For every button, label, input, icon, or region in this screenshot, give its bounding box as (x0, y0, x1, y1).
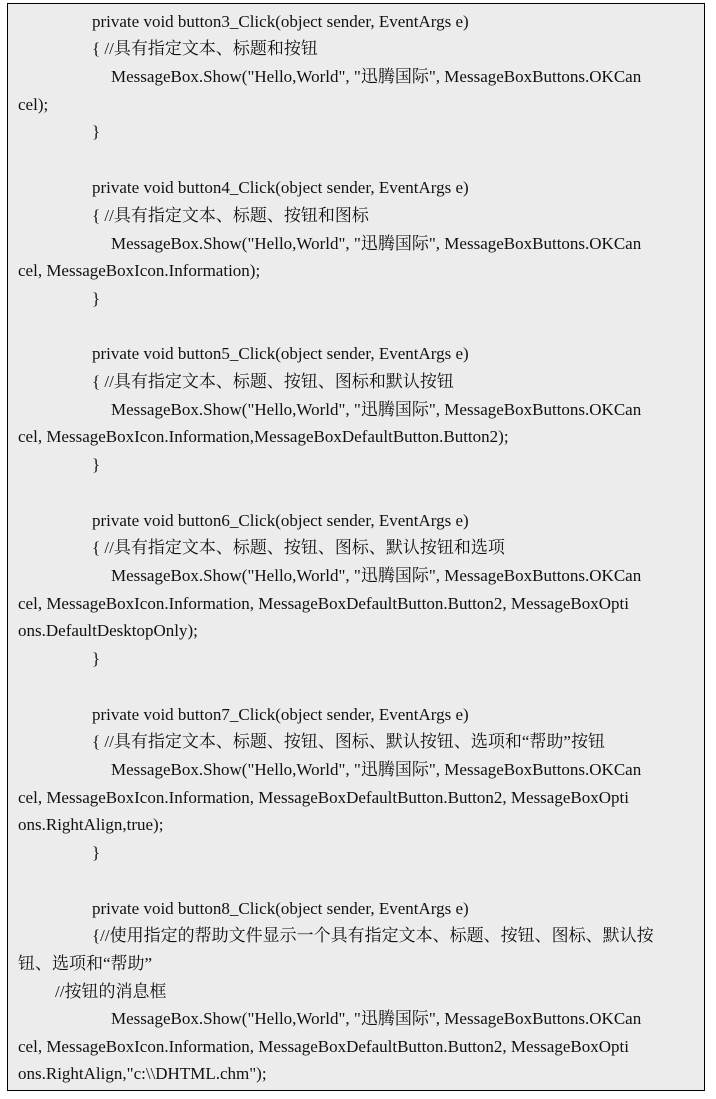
code-line: MessageBox.Show("Hello,World", "迅腾国际", MessageBoxButtons.OKCan (111, 400, 642, 419)
code-line: ons.DefaultDesktopOnly); (18, 621, 198, 640)
code-line: MessageBox.Show("Hello,World", "迅腾国际", MessageBoxButtons.OKCan (111, 760, 642, 779)
code-line: MessageBox.Show("Hello,World", "迅腾国际", MessageBoxButtons.OKCan (111, 1009, 642, 1028)
code-line: cel, MessageBoxIcon.Information,MessageBoxDefaultButton.Button2); (18, 427, 509, 446)
code-line: { //具有指定文本、标题、按钮、图标、默认按钮、选项和“帮助”按钮 (92, 732, 605, 751)
code-line: cel, MessageBoxIcon.Information, MessageBoxDefaultButton.Button2, MessageBoxOpti (18, 1037, 629, 1056)
code-line: private void button3_Click(object sender, EventArgs e) (92, 12, 469, 31)
code-line: {//使用指定的帮助文件显示一个具有指定文本、标题、按钮、图标、默认按 (92, 926, 654, 945)
code-line: MessageBox.Show("Hello,World", "迅腾国际", MessageBoxButtons.OKCan (111, 566, 642, 585)
code-line: ons.RightAlign,"c:\\DHTML.chm"); (18, 1064, 267, 1083)
code-line: cel, MessageBoxIcon.Information); (18, 261, 261, 280)
code-line: cel, MessageBoxIcon.Information, MessageBoxDefaultButton.Button2, MessageBoxOpti (18, 788, 629, 807)
code-line: } (92, 455, 101, 474)
code-line: } (92, 649, 101, 668)
code-line: cel); (18, 95, 49, 114)
code-line: } (92, 843, 101, 862)
code-line: ons.RightAlign,true); (18, 815, 164, 834)
code-line: private void button8_Click(object sender, EventArgs e) (92, 899, 469, 918)
code-line: { //具有指定文本、标题、按钮、图标和默认按钮 (92, 372, 454, 391)
code-line: cel, MessageBoxIcon.Information, MessageBoxDefaultButton.Button2, MessageBoxOpti (18, 594, 629, 613)
code-line: { //具有指定文本、标题、按钮、图标、默认按钮和选项 (92, 538, 505, 557)
code-line: private void button6_Click(object sender, EventArgs e) (92, 511, 469, 530)
code-line: //按钮的消息框 (55, 982, 167, 1001)
code-line: { //具有指定文本、标题、按钮和图标 (92, 206, 369, 225)
code-line: private void button7_Click(object sender, EventArgs e) (92, 705, 469, 724)
code-line: private void button5_Click(object sender, EventArgs e) (92, 344, 469, 363)
code-line: private void button4_Click(object sender, EventArgs e) (92, 178, 469, 197)
code-line: } (92, 122, 101, 141)
code-line: { //具有指定文本、标题和按钮 (92, 39, 318, 58)
code-line: } (92, 289, 101, 308)
code-line: 钮、选项和“帮助” (18, 954, 153, 973)
code-line: MessageBox.Show("Hello,World", "迅腾国际", MessageBoxButtons.OKCan (111, 67, 642, 86)
code-line: MessageBox.Show("Hello,World", "迅腾国际", MessageBoxButtons.OKCan (111, 234, 642, 253)
